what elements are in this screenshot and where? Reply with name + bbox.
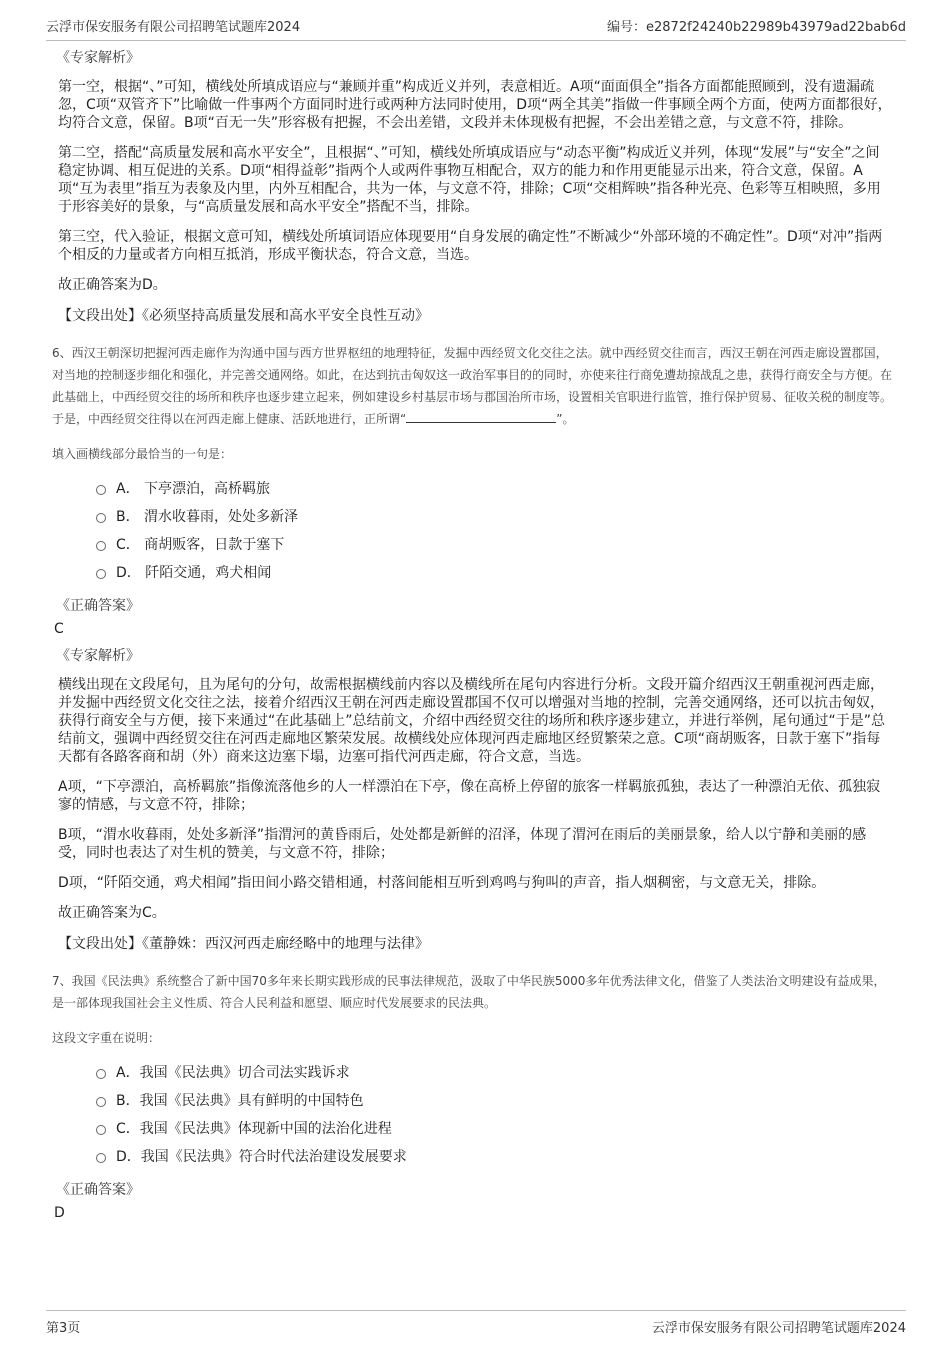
page-number: 第3页 [46, 1320, 81, 1336]
radio-icon[interactable] [96, 541, 106, 551]
q7-option-d-label: D．我国《民法典》符合时代法治建设发展要求 [116, 1149, 407, 1165]
q7-prompt: 这段文字重在说明： [52, 1031, 161, 1045]
q7-option-a[interactable] [96, 1058, 892, 1086]
page-footer [46, 1310, 906, 1337]
q6-stem-end: ”。 [556, 412, 575, 426]
q7-option-b-label: B．我国《民法典》具有鲜明的中国特色 [116, 1093, 364, 1109]
radio-icon[interactable] [96, 1097, 106, 1107]
q6-analysis-para-1: 横线出现在文段尾句，且为尾句的分句，故需根据横线前内容以及横线所在尾句内容进行分析。文段开篇介绍西汉王朝重视河西走廊，并发掘中西经贸文化交往之法，接着介绍西汉王朝在河西走廊设置郡国不仅可以增强对当地的控制，完善交通网络，还可以抗击匈奴，获得行商安全与方便，接下来通过“在此基础上”总结前文，介绍中西经贸交往的场所和秩序逐步建立，并进行举例，尾句通过“于是”总结前文，强调中西经贸交往在河西走廊地区繁荣发展。故横线处应体现河西走廊地区经贸繁荣之意。C项“商胡贩客，日款于塞下”指每天都有各路客商和胡（外）商来这边塞下塌，边塞可指代河西走廊，符合文意，当选。 [58, 677, 886, 765]
q6-option-b-label: B． 渭水收暮雨，处处多新泽 [116, 509, 299, 525]
q5-analysis-label: 《专家解析》 [56, 50, 140, 66]
q6-option-b[interactable] [96, 502, 892, 530]
q7-option-c[interactable] [96, 1114, 892, 1142]
q7-option-d[interactable] [96, 1142, 892, 1170]
q5-analysis-para-1: 第一空，根据“、”可知，横线处所填成语应与“兼顾并重”构成近义并列，表意相近。A项“面面俱全”指各方面都能照顾到，没有遗漏疏忽，C项“双管齐下”比喻做一件事两个方面同时进行或两种方法同时使用，D项“两全其美”指做一件事顾全两个方面，使两方面都很好，均符合文意，保留。B项“百无一失”形容极有把握，不会出差错，文段并未体现极有把握，不会出差错之意，与文意不符，排除。 [58, 79, 892, 131]
q5-analysis-para-3: 第三空，代入验证，根据文意可知，横线处所填词语应体现要用“自身发展的确定性”不断减少“外部环境的不确定性”。D项“对冲”指两个相反的力量或者方向相互抵消，形成平衡状态，符合文意，当选。 [58, 229, 883, 263]
q5-conclusion: 故正确答案为D。 [58, 277, 167, 293]
q6-options [96, 474, 892, 586]
q7-answer-label: 《正确答案》 [56, 1182, 140, 1198]
header-serial-number: 编号：e2872f24240b22989b43979ad22bab6d [607, 19, 906, 35]
q7-option-c-label: C．我国《民法典》体现新中国的法治化进程 [116, 1121, 392, 1137]
q6-answer: C [54, 621, 64, 637]
q6-source: 【文段出处】《董静姝：西汉河西走廊经略中的地理与法律》 [58, 936, 429, 952]
q6-option-d-label: D． 阡陌交通，鸡犬相闻 [116, 565, 272, 581]
q6-analysis-para-3: B项，“渭水收暮雨，处处多新泽”指渭河的黄昏雨后，处处都是新鲜的沼泽，体现了渭河在雨后的美丽景象，给人以宁静和美丽的感受，同时也表达了对生机的赞美，与文意不符，排除； [58, 827, 867, 861]
q6-stem [52, 342, 892, 430]
q6-option-d[interactable] [96, 558, 892, 586]
q6-prompt: 填入画横线部分最恰当的一句是： [52, 447, 233, 461]
q6-option-c[interactable] [96, 530, 892, 558]
radio-icon[interactable] [96, 513, 106, 523]
page-content [52, 44, 893, 1230]
q6-conclusion: 故正确答案为C。 [58, 905, 166, 921]
q5-analysis-para-2: 第二空，搭配“高质量发展和高水平安全”，且根据“、”可知，横线处所填成语应与“动态平衡”构成近义并列，体现“发展”与“安全”之间稳定协调、相互促进的关系。D项“相得益彰”指两个人或两件事物互相配合，双方的能力和作用更能显示出来，符合文意，保留。A项“互为表里”指互为表象及内里，内外互相配合，共为一体，与文意不符，排除；C项“交相辉映”指各种光亮、色彩等互相映照，多用于形容美好的景象，与“高质量发展和高水平安全”搭配不当，排除。 [58, 145, 881, 215]
q7-options [96, 1058, 892, 1170]
q6-option-c-label: C． 商胡贩客，日款于塞下 [116, 537, 285, 553]
q6-option-a-label: A． 下亭漂泊，高桥羁旅 [116, 481, 271, 497]
radio-icon[interactable] [96, 1069, 106, 1079]
q7-stem: 7、我国《民法典》系统整合了新中国70多年来长期实践形成的民事法律规范，汲取了中华民族5000多年优秀法律文化，借鉴了人类法治文明建设有益成果，是一部体现我国社会主义性质、符合人民利益和愿望、顺应时代发展要求的民法典。 [52, 974, 886, 1010]
q6-analysis-label: 《专家解析》 [56, 648, 140, 664]
q7-answer: D [54, 1205, 65, 1221]
q7-option-b[interactable] [96, 1086, 892, 1114]
footer-title: 云浮市保安服务有限公司招聘笔试题库2024 [651, 1320, 906, 1336]
q6-answer-label: 《正确答案》 [56, 598, 140, 614]
q6-fill-blank [406, 410, 556, 423]
radio-icon[interactable] [96, 569, 106, 579]
header-title: 云浮市保安服务有限公司招聘笔试题库2024 [46, 19, 301, 35]
q6-analysis-para-2: A项，“下亭漂泊，高桥羁旅”指像流落他乡的人一样漂泊在下亭，像在高桥上停留的旅客一样羁旅孤独，表达了一种漂泊无依、孤独寂寥的情感，与文意不符，排除； [58, 779, 881, 813]
q6-stem-text: 6、西汉王朝深切把握河西走廊作为沟通中国与西方世界枢纽的地理特征，发掘中西经贸文化交往之法。就中西经贸交往而言，西汉王朝在河西走廊设置郡国，对当地的控制逐步细化和强化，并完善交通网络。如此，在达到抗击匈奴这一政治军事目的的同时，亦使来往行商免遭劫掠战乱之患，获得行商安全与方便。在此基础上，中西经贸交往的场所和秩序也逐步建立起来，例如建设乡村基层市场与郡国治所市场，设置相关官职进行监管，推行保护贸易、征收关税的制度等。于是，中西经贸交往得以在河西走廊上健康、活跃地进行，正所谓“ [52, 346, 893, 426]
q7-option-a-label: A．我国《民法典》切合司法实践诉求 [116, 1065, 350, 1081]
radio-icon[interactable] [96, 485, 106, 495]
q5-source: 【文段出处】《必须坚持高质量发展和高水平安全良性互动》 [58, 308, 429, 324]
page-header [46, 14, 906, 41]
radio-icon[interactable] [96, 1153, 106, 1163]
radio-icon[interactable] [96, 1125, 106, 1135]
q6-option-a[interactable] [96, 474, 892, 502]
q6-analysis-para-4: D项，“阡陌交通，鸡犬相闻”指田间小路交错相通，村落间能相互听到鸡鸣与狗叫的声音，指人烟稠密，与文意无关，排除。 [58, 875, 826, 891]
